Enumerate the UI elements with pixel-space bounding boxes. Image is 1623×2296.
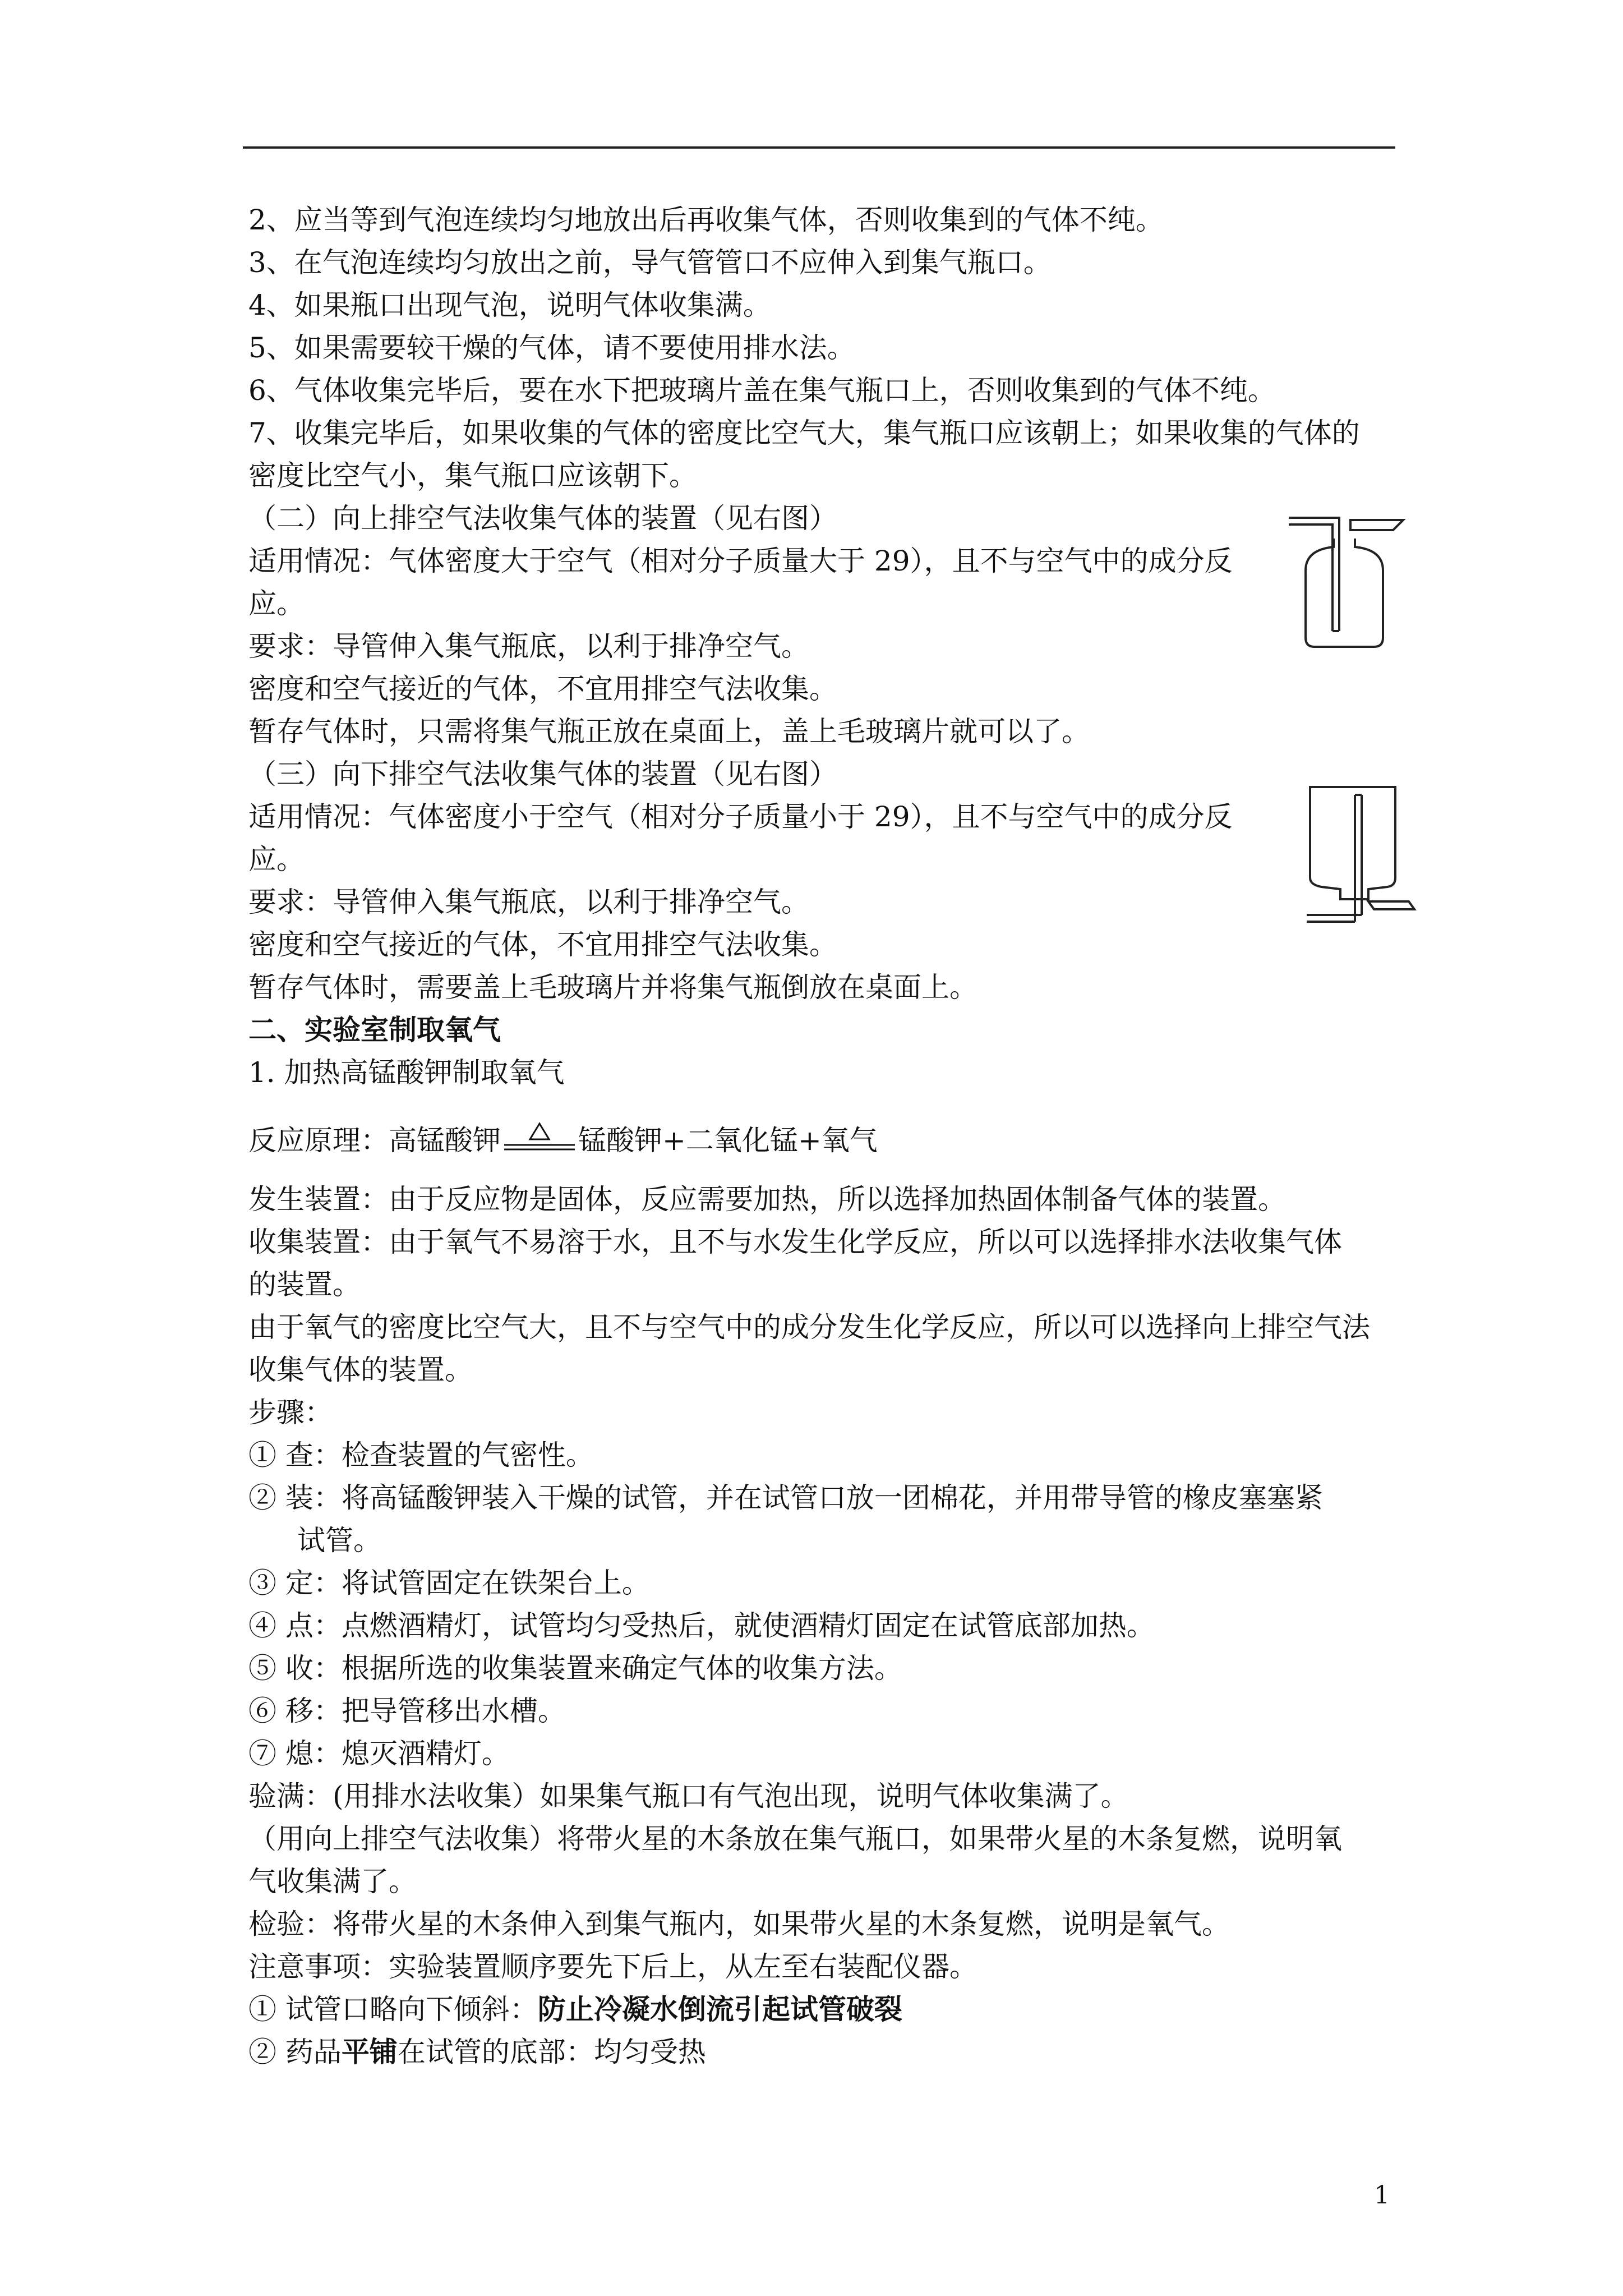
step-item: ⑥ 移：把导管移出水槽。 xyxy=(248,1695,566,1727)
text-line: 收集装置：由于氧气不易溶于水，且不与水发生化学反应，所以可以选择排水法收集气体 xyxy=(248,1226,1342,1258)
section-heading-downward-air: （三）向下排空气法收集气体的装置（见右图） xyxy=(248,758,837,790)
step-item: ⑤ 收：根据所选的收集装置来确定气体的收集方法。 xyxy=(248,1652,902,1685)
step-item: ① 查：检查装置的气密性。 xyxy=(248,1439,594,1471)
header-rule xyxy=(243,146,1395,149)
text-line: 气收集满了。 xyxy=(248,1865,417,1898)
text-line: 3、在气泡连续均匀放出之前，导气管管口不应伸入到集气瓶口。 xyxy=(248,246,1052,279)
precaution-item xyxy=(248,2031,706,2073)
step-item-continuation: 试管。 xyxy=(297,1524,381,1557)
text-line: 应。 xyxy=(248,843,305,876)
text-line: 密度比空气小，集气瓶口应该朝下。 xyxy=(248,459,697,492)
text-line: 收集气体的装置。 xyxy=(248,1354,473,1386)
text-line: 1. 加热高锰酸钾制取氧气 xyxy=(248,1056,565,1089)
text-line: 适用情况：气体密度小于空气（相对分子质量小于 29），且不与空气中的成分反 xyxy=(248,800,1233,833)
precaution-text: ② 药品 xyxy=(248,2036,342,2068)
downward-air-collection-figure xyxy=(1290,783,1419,937)
text-line: 5、如果需要较干燥的气体，请不要使用排水法。 xyxy=(248,332,855,364)
text-line: 密度和空气接近的气体，不宜用排空气法收集。 xyxy=(248,673,837,705)
precaution-text: 在试管的底部：均匀受热 xyxy=(397,2036,706,2068)
text-line: 7、收集完毕后，如果收集的气体的密度比空气大，集气瓶口应该朝上；如果收集的气体的 xyxy=(248,417,1360,449)
precaution-emphasis: 平铺 xyxy=(341,2035,398,2068)
upward-air-collection-figure xyxy=(1284,508,1413,656)
text-line: 要求：导管伸入集气瓶底，以利于排净空气。 xyxy=(248,886,809,918)
text-line: 检验：将带火星的木条伸入到集气瓶内，如果带火星的木条复燃，说明是氧气。 xyxy=(248,1908,1230,1940)
precaution-emphasis: 防止冷凝水倒流引起试管破裂 xyxy=(537,1993,902,2026)
precaution-item xyxy=(248,1988,902,2031)
text-line: 步骤： xyxy=(248,1396,333,1429)
text-line: 由于氧气的密度比空气大，且不与空气中的成分发生化学反应，所以可以选择向上排空气法 xyxy=(248,1311,1370,1343)
text-line: 发生装置：由于反应物是固体，反应需要加热，所以选择加热固体制备气体的装置。 xyxy=(248,1183,1286,1216)
text-line: 暂存气体时，需要盖上毛玻璃片并将集气瓶倒放在桌面上。 xyxy=(248,971,978,1004)
text-line: （用向上排空气法收集）将带火星的木条放在集气瓶口，如果带火星的木条复燃，说明氧 xyxy=(248,1823,1342,1855)
reaction-prefix: 反应原理：高锰酸钾 xyxy=(248,1124,501,1157)
text-line: 密度和空气接近的气体，不宜用排空气法收集。 xyxy=(248,928,837,961)
text-line: 要求：导管伸入集气瓶底，以利于排净空气。 xyxy=(248,630,809,662)
reaction-suffix: 锰酸钾+二氧化锰+氧气 xyxy=(578,1124,878,1157)
text-line: 2、应当等到气泡连续均匀地放出后再收集气体，否则收集到的气体不纯。 xyxy=(248,204,1164,236)
step-item: ③ 定：将试管固定在铁架台上。 xyxy=(248,1567,650,1599)
section-heading-oxygen: 二、实验室制取氧气 xyxy=(248,1013,501,1046)
text-line: 6、气体收集完毕后，要在水下把玻璃片盖在集气瓶口上，否则收集到的气体不纯。 xyxy=(248,374,1276,407)
text-line: 暂存气体时，只需将集气瓶正放在桌面上，盖上毛玻璃片就可以了。 xyxy=(248,715,1090,748)
text-line: 应。 xyxy=(248,587,305,620)
text-line: 适用情况：气体密度大于空气（相对分子质量大于 29），且不与空气中的成分反 xyxy=(248,545,1233,577)
reaction-equation xyxy=(248,1119,878,1162)
step-item: ⑦ 熄：熄灭酒精灯。 xyxy=(248,1737,510,1770)
precaution-text: ① 试管口略向下倾斜： xyxy=(248,1993,538,2026)
section-heading-upward-air: （二）向上排空气法收集气体的装置（见右图） xyxy=(248,502,837,535)
step-item: ② 装：将高锰酸钾装入干燥的试管，并在试管口放一团棉花，并用带导管的橡皮塞塞紧 xyxy=(248,1481,1323,1514)
text-line: 4、如果瓶口出现气泡，说明气体收集满。 xyxy=(248,289,771,321)
text-line: 的装置。 xyxy=(248,1268,361,1301)
text-line: 注意事项：实验装置顺序要先下后上，从左至右装配仪器。 xyxy=(248,1950,978,1983)
page-number: 1 xyxy=(1374,2181,1390,2210)
step-item: ④ 点：点燃酒精灯，试管均匀受热后，就使酒精灯固定在试管底部加热。 xyxy=(248,1609,1155,1642)
heat-condition-arrow xyxy=(501,1119,578,1162)
text-line: 验满：(用排水法收集）如果集气瓶口有气泡出现，说明气体收集满了。 xyxy=(248,1780,1129,1812)
